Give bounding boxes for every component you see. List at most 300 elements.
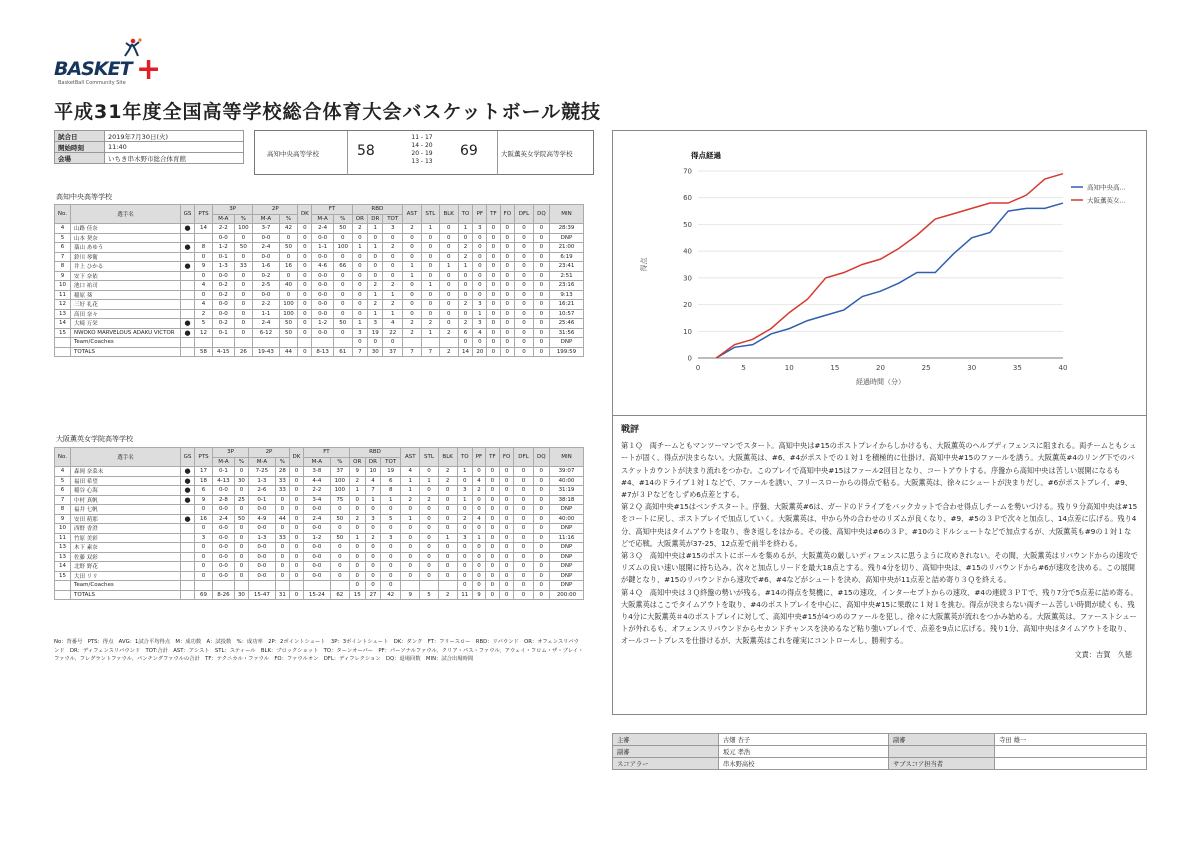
cell: 0-0 xyxy=(303,562,330,572)
cell: 0 xyxy=(500,281,515,291)
cell: ● xyxy=(181,243,195,253)
cell: 0 xyxy=(421,309,439,319)
col-gs: GS xyxy=(181,205,195,224)
cell xyxy=(420,581,438,591)
cell: 0 xyxy=(365,543,381,553)
cell: 0 xyxy=(330,543,349,553)
cell: 1 xyxy=(402,262,421,272)
cell: 0 xyxy=(439,300,458,310)
cell: 0-0 xyxy=(213,486,235,496)
cell: 5 xyxy=(195,319,213,329)
cell: TOTALS xyxy=(71,590,181,600)
cell: 40 xyxy=(279,281,298,291)
cell: 0 xyxy=(234,533,248,543)
cell: 6 xyxy=(381,476,401,486)
cell: 3 xyxy=(473,300,487,310)
cell: 17 xyxy=(195,467,213,477)
cell: 0 xyxy=(352,252,367,262)
cell: 33 xyxy=(275,486,289,496)
cell: 0 xyxy=(457,571,472,581)
col-pts: PTS xyxy=(195,205,213,224)
cell: Team/Coaches xyxy=(71,581,181,591)
cell xyxy=(55,581,71,591)
cell: 0 xyxy=(421,233,439,243)
cell: 27 xyxy=(365,590,381,600)
cell: 0 xyxy=(439,243,458,253)
cell: 0 xyxy=(533,524,549,534)
cell: 26 xyxy=(234,347,253,357)
cell: 0 xyxy=(381,505,401,515)
cell: 0 xyxy=(500,338,515,348)
col-stl: STL xyxy=(420,448,438,467)
cell: 0 xyxy=(349,495,365,505)
cell: 42 xyxy=(279,224,298,234)
cell: 15-24 xyxy=(303,590,330,600)
player-row xyxy=(55,233,584,243)
cell: 0 xyxy=(533,224,549,234)
cell xyxy=(303,581,330,591)
cell: 1-3 xyxy=(213,262,235,272)
col-tot: TOT xyxy=(381,457,401,467)
cell: 0-0 xyxy=(213,571,235,581)
cell: 0 xyxy=(515,281,534,291)
review-heading: 戦評 xyxy=(621,425,640,435)
cell: 9:13 xyxy=(550,290,584,300)
cell xyxy=(55,347,71,357)
cell: 0 xyxy=(486,543,499,553)
col-p2: 2P xyxy=(253,205,298,215)
cell: ● xyxy=(181,514,195,524)
cell: 0 xyxy=(514,514,533,524)
cell: 0 xyxy=(533,243,549,253)
cell: 8-13 xyxy=(312,347,334,357)
cell: 0 xyxy=(533,281,549,291)
cell: 0 xyxy=(473,338,487,348)
cell xyxy=(439,338,458,348)
cell: 大崎 万栄 xyxy=(71,319,181,329)
officials-cell: 串木野高校 xyxy=(719,758,889,770)
cell: 0 xyxy=(289,524,303,534)
col-rbd: RBD xyxy=(352,205,402,215)
info-row xyxy=(55,153,244,164)
col-pct: % xyxy=(234,457,248,467)
cell xyxy=(289,581,303,591)
x-tick-label: 30 xyxy=(967,364,977,372)
cell: 0 xyxy=(500,224,515,234)
cell: 2 xyxy=(383,300,403,310)
cell: 3 xyxy=(368,319,383,329)
cell: 0 xyxy=(499,543,514,553)
cell: 0 xyxy=(330,571,349,581)
cell: 0 xyxy=(438,505,457,515)
cell: 0 xyxy=(421,262,439,272)
cell: 0 xyxy=(486,571,499,581)
cell xyxy=(275,581,289,591)
y-axis-label: 得点 xyxy=(640,257,648,272)
cell: 1 xyxy=(368,290,383,300)
cell: 0 xyxy=(195,524,213,534)
cell: DNP xyxy=(550,543,584,553)
cell: 0 xyxy=(533,347,549,357)
col-p2: 2P xyxy=(249,448,290,458)
cell: 9 xyxy=(195,495,213,505)
cell: 0 xyxy=(487,290,500,300)
col-ma: M-A xyxy=(213,457,235,467)
player-row xyxy=(55,347,584,357)
cell: 1 xyxy=(472,533,485,543)
cell: 0 xyxy=(402,233,421,243)
cell: 0 xyxy=(515,347,534,357)
cell xyxy=(195,338,213,348)
col-ma: M-A xyxy=(253,214,279,224)
cell: 0 xyxy=(402,252,421,262)
cell: 0 xyxy=(234,524,248,534)
cell: 16 xyxy=(195,514,213,524)
cell: 75 xyxy=(330,495,349,505)
cell: 0-0 xyxy=(213,543,235,553)
cell: 稲原 葵 xyxy=(71,290,181,300)
cell: 2 xyxy=(472,486,485,496)
cell: 11 xyxy=(55,533,71,543)
cell: 0 xyxy=(365,505,381,515)
cell: 15 xyxy=(55,571,71,581)
cell: 0 xyxy=(195,505,213,515)
page-title: 平成31年度全国高等学校総合体育大会バスケットボール競技 xyxy=(54,101,602,123)
cell: 31 xyxy=(275,590,289,600)
cell: 0 xyxy=(298,233,312,243)
cell: 0 xyxy=(349,524,365,534)
cell: 0 xyxy=(234,467,248,477)
cell: DNP xyxy=(550,233,584,243)
cell: 50 xyxy=(333,224,352,234)
cell: 0 xyxy=(439,271,458,281)
cell: 0 xyxy=(499,552,514,562)
cell xyxy=(181,524,195,534)
cell: 0 xyxy=(298,347,312,357)
cell xyxy=(181,233,195,243)
cell: 0 xyxy=(473,252,487,262)
cell: 4 xyxy=(383,319,403,329)
player-row xyxy=(55,224,584,234)
cell: 0 xyxy=(298,309,312,319)
col-no: No. xyxy=(55,205,71,224)
officials-cell: 寺田 雄一 xyxy=(994,734,1146,746)
cell: 10 xyxy=(365,467,381,477)
cell: 0 xyxy=(533,467,549,477)
cell: 0 xyxy=(515,233,534,243)
cell: 0 xyxy=(514,590,533,600)
away-score: 69 xyxy=(460,143,478,159)
cell: 0 xyxy=(472,524,485,534)
cell: 8 xyxy=(55,505,71,515)
cell: 0 xyxy=(500,262,515,272)
cell: 0 xyxy=(486,533,499,543)
info-row xyxy=(55,142,244,153)
col-ma: M-A xyxy=(213,214,235,224)
cell: 中村 真帆 xyxy=(71,495,181,505)
cell: 0 xyxy=(383,252,403,262)
cell: 0 xyxy=(352,338,367,348)
cell: 0 xyxy=(234,562,248,572)
cell: 0 xyxy=(457,524,472,534)
cell: 0 xyxy=(457,562,472,572)
cell: 0 xyxy=(420,571,438,581)
cell: 1 xyxy=(365,495,381,505)
cell: 2 xyxy=(439,328,458,338)
officials-row xyxy=(613,758,1147,770)
cell: 4 xyxy=(195,281,213,291)
player-row xyxy=(55,262,584,272)
cell: 2 xyxy=(421,319,439,329)
cell: 2 xyxy=(458,300,473,310)
cell: 37 xyxy=(383,347,403,357)
col-or: OR xyxy=(352,214,367,224)
cell: 40:00 xyxy=(550,514,584,524)
cell: 0 xyxy=(381,562,401,572)
cell xyxy=(181,571,195,581)
player-row xyxy=(55,590,584,600)
col-p3: 3P xyxy=(213,205,253,215)
cell xyxy=(330,581,349,591)
col-min: MIN xyxy=(550,205,584,224)
cell: 0 xyxy=(533,571,549,581)
cell: 0 xyxy=(195,252,213,262)
cell: 0 xyxy=(352,309,367,319)
y-tick-label: 60 xyxy=(683,194,692,203)
cell: 0 xyxy=(458,233,473,243)
cell: 0 xyxy=(289,562,303,572)
cell: 0-0 xyxy=(213,271,235,281)
cell: 6 xyxy=(55,243,71,253)
cell: 8 xyxy=(381,486,401,496)
cell: 199:59 xyxy=(550,347,584,357)
cell: 0-0 xyxy=(213,562,235,572)
cell xyxy=(181,562,195,572)
cell: 0 xyxy=(333,328,352,338)
cell: ● xyxy=(181,319,195,329)
cell: 0 xyxy=(472,467,485,477)
cell: 0 xyxy=(533,486,549,496)
info-label: 会場 xyxy=(55,153,105,164)
cell: 0 xyxy=(383,271,403,281)
cell xyxy=(181,347,195,357)
cell: 0 xyxy=(514,571,533,581)
cell: DNP xyxy=(550,338,584,348)
cell: 0 xyxy=(279,290,298,300)
cell: 0-1 xyxy=(249,495,276,505)
cell: 0 xyxy=(349,571,365,581)
cell: 0 xyxy=(438,495,457,505)
cell: 0 xyxy=(533,262,549,272)
cell xyxy=(181,581,195,591)
player-row xyxy=(55,552,584,562)
cell: DNP xyxy=(550,552,584,562)
cell: 1 xyxy=(368,224,383,234)
logo-subtitle: BasketBall Community Site xyxy=(58,80,126,86)
cell: 0-2 xyxy=(213,319,235,329)
cell: 0 xyxy=(289,514,303,524)
cell xyxy=(181,290,195,300)
player-row xyxy=(55,319,584,329)
cell: 0 xyxy=(515,319,534,329)
cell: 1 xyxy=(401,486,420,496)
cell: 0 xyxy=(401,552,420,562)
cell: 2 xyxy=(458,319,473,329)
cell xyxy=(298,338,312,348)
cell: 0 xyxy=(500,252,515,262)
cell: 0 xyxy=(472,505,485,515)
cell: 0 xyxy=(401,543,420,553)
cell: 0 xyxy=(195,552,213,562)
cell: 100 xyxy=(333,243,352,253)
cell: 0 xyxy=(439,233,458,243)
col-tot: TOT xyxy=(383,214,403,224)
y-tick-label: 40 xyxy=(683,247,692,256)
cell: 0 xyxy=(515,252,534,262)
cell: 0 xyxy=(421,252,439,262)
cell xyxy=(181,338,195,348)
cell: 0 xyxy=(486,581,499,591)
col-dq: DQ xyxy=(533,205,549,224)
cell: 0 xyxy=(365,552,381,562)
cell: 1 xyxy=(458,224,473,234)
col-pct: % xyxy=(330,457,349,467)
cell: 3 xyxy=(457,486,472,496)
cell: 0 xyxy=(500,319,515,329)
cell: 6:19 xyxy=(550,252,584,262)
cell: 4 xyxy=(401,467,420,477)
cell: 0 xyxy=(275,505,289,515)
cell: 0 xyxy=(514,486,533,496)
cell: 100 xyxy=(330,486,349,496)
cell: 0 xyxy=(486,524,499,534)
cell: 0 xyxy=(298,224,312,234)
cell: 2-4 xyxy=(253,319,279,329)
cell: 33 xyxy=(275,533,289,543)
cell: 14 xyxy=(195,224,213,234)
cell: 0 xyxy=(275,571,289,581)
col-or: OR xyxy=(349,457,365,467)
cell: 9 xyxy=(401,590,420,600)
cell: 0 xyxy=(458,290,473,300)
cell: 3 xyxy=(383,224,403,234)
cell: 安田 萌那 xyxy=(71,514,181,524)
cell: 1 xyxy=(401,476,420,486)
cell: 30 xyxy=(234,476,248,486)
cell: 2 xyxy=(457,514,472,524)
team1-boxscore xyxy=(54,204,584,357)
cell: 2-2 xyxy=(303,486,330,496)
cell: 0 xyxy=(234,505,248,515)
cell: 0 xyxy=(289,533,303,543)
x-tick-label: 25 xyxy=(921,364,931,372)
logo xyxy=(52,38,162,86)
cell: 10 xyxy=(55,281,71,291)
cell: 0 xyxy=(499,514,514,524)
away-team-name: 大阪薫英女学院高等学校 xyxy=(501,150,573,158)
cell: 0 xyxy=(195,543,213,553)
cell: 0 xyxy=(420,562,438,572)
cell: 0 xyxy=(330,505,349,515)
cell: 100 xyxy=(279,300,298,310)
cell: 50 xyxy=(234,243,253,253)
cell: 1 xyxy=(420,476,438,486)
col-pf: PF xyxy=(472,448,485,467)
cell: 7 xyxy=(402,347,421,357)
cell: 0 xyxy=(514,476,533,486)
cell: 0 xyxy=(420,467,438,477)
cell: 0 xyxy=(275,543,289,553)
cell xyxy=(249,581,276,591)
cell: 28 xyxy=(275,467,289,477)
cell: 0 xyxy=(352,290,367,300)
player-row xyxy=(55,300,584,310)
cell: ● xyxy=(181,467,195,477)
cell: 1 xyxy=(349,533,365,543)
cell: 0-0 xyxy=(213,233,235,243)
cell: 0 xyxy=(421,271,439,281)
cell: 2-4 xyxy=(303,514,330,524)
officials-cell xyxy=(994,746,1146,758)
col-ma: M-A xyxy=(303,457,330,467)
cell: 1 xyxy=(421,281,439,291)
player-row xyxy=(55,495,584,505)
cell: 0 xyxy=(473,243,487,253)
cell: 0 xyxy=(439,290,458,300)
y-tick-label: 0 xyxy=(687,354,692,363)
review-author: 文責：吉賀 久徳 xyxy=(1074,649,1132,659)
cell: 0 xyxy=(533,271,549,281)
cell xyxy=(181,271,195,281)
cell: 0 xyxy=(381,524,401,534)
cell: 0 xyxy=(298,319,312,329)
cell: 2 xyxy=(402,319,421,329)
y-tick-label: 20 xyxy=(683,301,692,310)
cell: 0-0 xyxy=(249,562,276,572)
cell: 山本 契奈 xyxy=(71,233,181,243)
cell: 3 xyxy=(195,533,213,543)
cell: 0-0 xyxy=(253,233,279,243)
player-row xyxy=(55,338,584,348)
cell: 0 xyxy=(439,319,458,329)
cell: 0 xyxy=(533,476,549,486)
cell: 0 xyxy=(195,271,213,281)
cell: 0-0 xyxy=(312,328,334,338)
cell: 0 xyxy=(402,281,421,291)
cell: 19 xyxy=(368,328,383,338)
col-no: No. xyxy=(55,448,71,467)
cell: 0 xyxy=(500,290,515,300)
x-tick-label: 40 xyxy=(1058,364,1068,372)
cell: 0 xyxy=(298,243,312,253)
col-dfl: DFL xyxy=(515,205,534,224)
cell: 23:41 xyxy=(550,262,584,272)
cell: 0 xyxy=(487,233,500,243)
cell: 10:57 xyxy=(550,309,584,319)
series-line-1 xyxy=(716,203,1063,358)
cell: 0 xyxy=(383,262,403,272)
cell: 100 xyxy=(330,476,349,486)
cell: 1-2 xyxy=(303,533,330,543)
cell: 2 xyxy=(458,243,473,253)
cell: 0 xyxy=(333,281,352,291)
cell: 0 xyxy=(514,495,533,505)
cell: 2-6 xyxy=(249,486,276,496)
cell: 0-0 xyxy=(303,505,330,515)
cell: 0 xyxy=(487,309,500,319)
cell: 稲谷 心海 xyxy=(71,486,181,496)
cell: 0 xyxy=(438,514,457,524)
